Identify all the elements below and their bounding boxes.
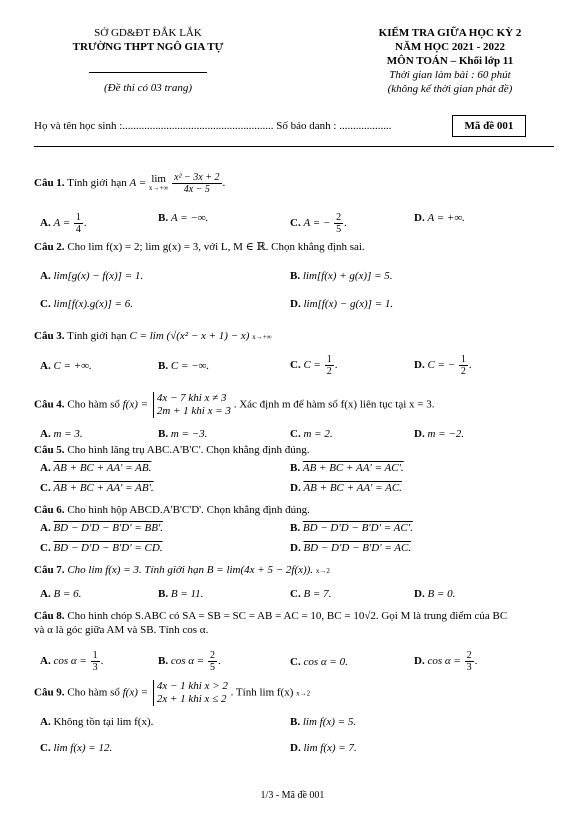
option-b[interactable]: B. lim[f(x) + g(x)] = 5. <box>290 270 393 282</box>
option-a[interactable]: A. C = +∞. <box>40 360 92 372</box>
page-count-note: (Đề thi có 03 trang) <box>104 82 192 94</box>
piecewise-definition: 4x − 7 khi x ≠ 3 2m + 1 khi x = 3 <box>153 392 231 418</box>
option-c[interactable]: C. lim[f(x).g(x)] = 6. <box>40 298 133 310</box>
question-2: Câu 2. Cho lim f(x) = 2; lim g(x) = 3, với L, M ∈ ℝ. Chọn khẳng định sai. <box>34 241 365 253</box>
exam-code-box: Mã đề 001 <box>452 115 526 137</box>
question-4: Câu 4. Cho hàm số f(x) = 4x − 7 khi x ≠ 3 2m + 1 khi x = 3 . Xác định m để hàm số f(x) liên tục tại x = 3. <box>34 392 435 417</box>
question-3: Câu 3. Tính giới hạn C = lim (√(x² − x + 1) − x) x→+∞ <box>34 330 272 342</box>
option-d[interactable]: D. C = − $\frac{1}{2}$ . <box>414 354 472 377</box>
option-d[interactable]: D. AB + BC + AA' = AC. <box>290 482 402 494</box>
page-footer: 1/3 - Mã đề 001 <box>260 790 325 801</box>
option-c[interactable]: C. AB + BC + AA' = AB'. <box>40 482 154 494</box>
student-id-field[interactable]: Số báo danh : ................... <box>276 120 392 132</box>
option-a[interactable]: A. A = $\frac{1}{4}$ . <box>40 212 87 235</box>
option-a[interactable]: A. AB + BC + AA' = AB. <box>40 462 152 474</box>
option-c[interactable]: C. B = 7. <box>290 588 332 600</box>
exam-title: KIỂM TRA GIỮA HỌC KỲ 2 <box>378 27 522 39</box>
option-b[interactable]: B. m = −3. <box>158 428 208 440</box>
question-6: Câu 6. Cho hình hộp ABCD.A'B'C'D'. Chọn khẳng định đúng. <box>34 504 310 516</box>
fraction: $\frac{\text{x² − 3x + 2}}{4x - 5}$ <box>174 172 220 195</box>
option-a[interactable]: A. cos α = $\frac{1}{3}$ . <box>40 650 104 673</box>
option-a[interactable]: A. m = 3. <box>40 428 83 440</box>
option-c[interactable]: C. m = 2. <box>290 428 333 440</box>
header-divider <box>89 72 207 73</box>
school-year: NĂM HỌC 2021 - 2022 <box>395 41 505 53</box>
school-name: TRƯỜNG THPT NGÔ GIA TỰ <box>72 41 224 53</box>
student-name-field[interactable]: Họ và tên học sinh :....................................................... <box>34 120 274 132</box>
question-1: Câu 1. Tính giới hạn A = lim x→+∞ $\frac{\text{x² − 3x + 2}}{4x - 5}$ . <box>34 172 226 195</box>
option-c[interactable]: C. A = − $\frac{2}{5}$ . <box>290 212 347 235</box>
option-d[interactable]: D. BD − D'D − B'D' = AC. <box>290 542 412 554</box>
option-d[interactable]: D. lim[f(x) − g(x)] = 1. <box>290 298 394 310</box>
duration: Thời gian làm bài : 60 phút <box>389 69 511 81</box>
question-9: Câu 9. Cho hàm số f(x) = 4x − 1 khi x > 2 2x + 1 khi x ≤ 2 . Tính lim f(x) x→2 <box>34 680 311 705</box>
option-d[interactable]: D. m = −2. <box>414 428 464 440</box>
limit-symbol: lim x→+∞ <box>148 172 169 192</box>
question-7: Câu 7. Cho lim f(x) = 3. Tính giới hạn B = lim(4x + 5 − 2f(x)). x→2 <box>34 564 330 576</box>
option-b[interactable]: B. BD − D'D − B'D' = AC'. <box>290 522 413 534</box>
header-left <box>28 26 268 95</box>
option-c[interactable]: C. C = $\frac{1}{2}$ . <box>290 354 338 377</box>
question-5: Câu 5. Cho hình lăng trụ ABC.A'B'C'. Chọn khẳng định đúng. <box>34 444 310 456</box>
option-a[interactable]: A. BD − D'D − B'D' = BB'. <box>40 522 164 534</box>
option-c[interactable]: C. lim f(x) = 12. <box>40 742 113 754</box>
option-a[interactable]: A. lim[g(x) − f(x)] = 1. <box>40 270 144 282</box>
option-b[interactable]: B. lim f(x) = 5. <box>290 716 357 728</box>
option-b[interactable]: B. AB + BC + AA' = AC'. <box>290 462 404 474</box>
question-8: Câu 8. Cho hình chóp S.ABC có SA = SB = SC = AB = AC = 10, BC = 10√2. Gọi M là trung điểm của BC <box>34 610 508 622</box>
option-d[interactable]: D. A = +∞. <box>414 212 465 224</box>
department-name: SỞ GD&ĐT ĐẮK LẮK <box>94 27 202 39</box>
header-right <box>330 26 570 96</box>
option-b[interactable]: B. C = −∞. <box>158 360 210 372</box>
option-d[interactable]: D. lim f(x) = 7. <box>290 742 357 754</box>
option-b[interactable]: B. B = 11. <box>158 588 204 600</box>
header-rule <box>34 146 554 147</box>
option-b[interactable]: B. cos α = $\frac{2}{5}$ . <box>158 650 221 673</box>
option-c[interactable]: C. BD − D'D − B'D' = CD. <box>40 542 163 554</box>
option-a[interactable]: A. Không tồn tại lim f(x). <box>40 716 154 728</box>
duration-note: (không kể thời gian phát đề) <box>387 83 513 95</box>
subject: MÔN TOÁN – Khối lớp 11 <box>386 55 514 67</box>
option-b[interactable]: B. A = −∞. <box>158 212 209 224</box>
question-8-line-2: và α là góc giữa AM và SB. Tính cos α. <box>34 624 209 636</box>
option-c[interactable]: C. cos α = 0. <box>290 656 348 668</box>
option-a[interactable]: A. B = 6. <box>40 588 82 600</box>
piecewise-definition: 4x − 1 khi x > 2 2x + 1 khi x ≤ 2 <box>153 680 228 706</box>
option-d[interactable]: D. B = 0. <box>414 588 456 600</box>
option-d[interactable]: D. cos α = $\frac{2}{3}$ . <box>414 650 478 673</box>
